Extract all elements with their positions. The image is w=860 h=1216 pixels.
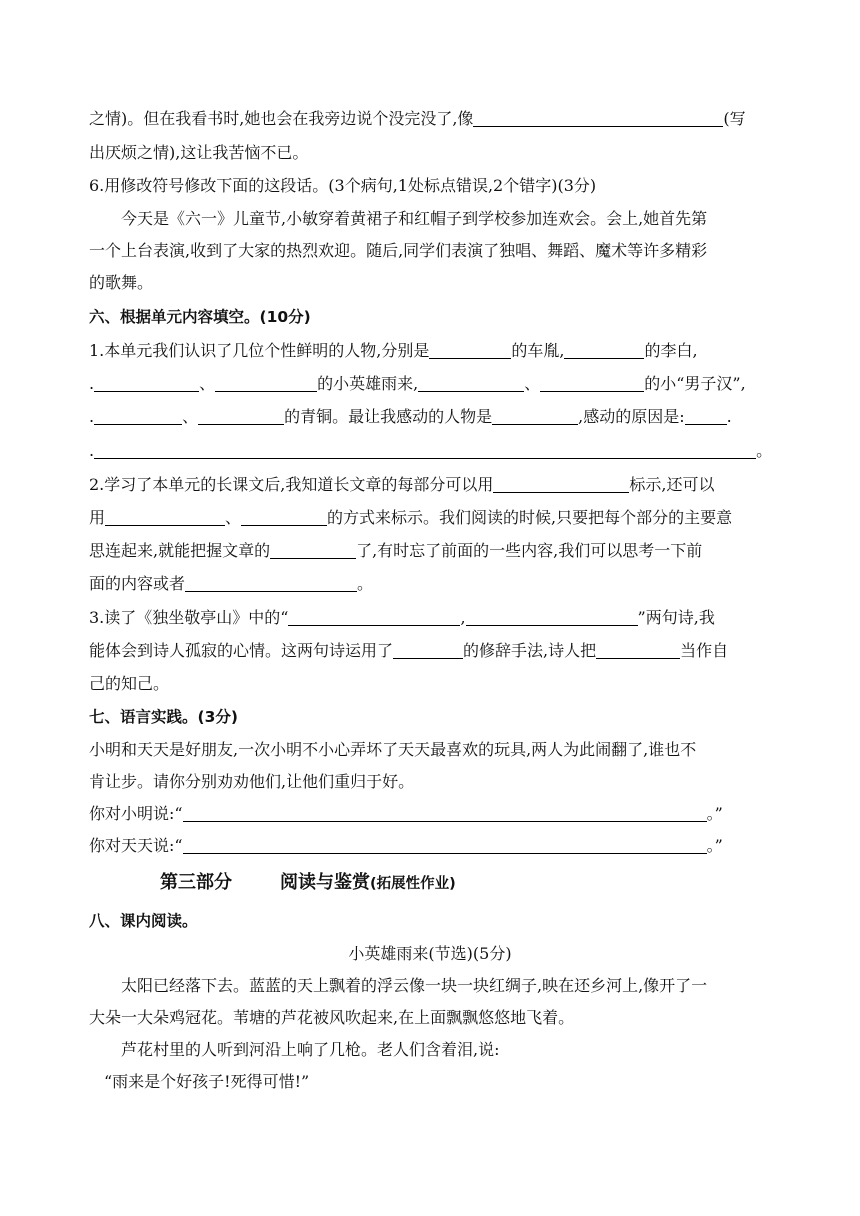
answer-blank[interactable] [540, 375, 644, 392]
answer-blank[interactable] [105, 509, 225, 526]
section-7-heading: 七、语言实践。(3分) [89, 708, 238, 726]
answer-blank[interactable] [564, 342, 644, 359]
answer-blank[interactable] [270, 542, 356, 559]
answer-blank[interactable] [393, 642, 463, 659]
passage-line: “雨来是个好孩子!死得可惜!” [104, 1072, 310, 1091]
question-1-line: . 、 的小英雄雨来, 、 的小“男子汉”, [89, 374, 746, 393]
question-6-title: 6.用修改符号修改下面的这段话。(3个病句,1处标点错误,2个错字)(3分) [89, 176, 597, 195]
answer-blank[interactable] [215, 375, 317, 392]
answer-blank[interactable] [473, 110, 723, 127]
paragraph-line: 肯让步。请你分别劝劝他们,让他们重归于好。 [89, 772, 415, 791]
answer-blank[interactable] [493, 476, 629, 493]
part-3-title: 第三部分 阅读与鉴赏(拓展性作业) [160, 872, 456, 893]
paragraph-line: 的歌舞。 [89, 273, 154, 292]
xiaoming-answer-line: 你对小明说:“ 。” [89, 804, 723, 823]
answer-blank[interactable] [94, 408, 182, 425]
question-2-line: 2.学习了本单元的长课文后,我知道长文章的每部分可以用 标示,还可以 [89, 475, 715, 494]
passage-title: 小英雄雨来(节选)(5分) [348, 944, 512, 963]
paragraph-line: 小明和天天是好朋友,一次小明不小心弄坏了天天最喜欢的玩具,两人为此闹翻了,谁也不 [89, 740, 697, 759]
answer-blank[interactable] [685, 408, 727, 425]
answer-blank[interactable] [183, 805, 707, 822]
text-line: 之情)。但在我看书时,她也会在我旁边说个没完没了,像 (写 [89, 109, 746, 128]
answer-blank[interactable] [185, 575, 357, 592]
answer-blank[interactable] [94, 442, 756, 459]
passage-line: 芦花村里的人听到河沿上响了几枪。老人们含着泪,说: [121, 1040, 500, 1059]
answer-blank[interactable] [183, 837, 707, 854]
question-2-line: 思连起来,就能把握文章的 了,有时忘了前面的一些内容,我们可以思考一下前 [89, 541, 703, 560]
passage-line: 太阳已经落下去。蓝蓝的天上飘着的浮云像一块一块红绸子,映在还乡河上,像开了一 [121, 976, 708, 995]
answer-blank[interactable] [596, 642, 680, 659]
question-1-line: . 。 [89, 441, 773, 460]
question-1-line: . 、 的青铜。最让我感动的人物是 ,感动的原因是: . [89, 407, 732, 426]
text-line: 出厌烦之情),这让我苦恼不已。 [89, 143, 309, 162]
section-8-heading: 八、课内阅读。 [89, 912, 198, 930]
answer-blank[interactable] [466, 609, 638, 626]
answer-blank[interactable] [288, 609, 460, 626]
paragraph-line: 今天是《六一》儿童节,小敏穿着黄裙子和红帽子到学校参加连欢会。会上,她首先第 [121, 209, 708, 228]
paragraph-line: 一个上台表演,收到了大家的热烈欢迎。随后,同学们表演了独唱、舞蹈、魔术等许多精彩 [89, 241, 708, 260]
answer-blank[interactable] [492, 408, 578, 425]
question-3-line: 3.读了《独坐敬亭山》中的“ , ”两句诗,我 [89, 608, 715, 627]
answer-blank[interactable] [198, 408, 284, 425]
tiantian-answer-line: 你对天天说:“ 。” [89, 836, 723, 855]
answer-blank[interactable] [241, 509, 327, 526]
section-6-heading: 六、根据单元内容填空。(10分) [89, 308, 311, 326]
answer-blank[interactable] [429, 342, 511, 359]
passage-line: 大朵一大朵鸡冠花。苇塘的芦花被风吹起来,在上面飘飘悠悠地飞着。 [89, 1008, 575, 1027]
question-3-line: 能体会到诗人孤寂的心情。这两句诗运用了 的修辞手法,诗人把 当作自 [89, 641, 729, 660]
question-2-line: 用 、 的方式来标示。我们阅读的时候,只要把每个部分的主要意 [89, 508, 733, 527]
question-2-line: 面的内容或者 。 [89, 574, 374, 593]
answer-blank[interactable] [418, 375, 524, 392]
question-1-line: 1.本单元我们认识了几位个性鲜明的人物,分别是 的车胤, 的李白, [89, 341, 698, 360]
question-3-line: 己的知己。 [89, 674, 170, 693]
answer-blank[interactable] [94, 375, 199, 392]
